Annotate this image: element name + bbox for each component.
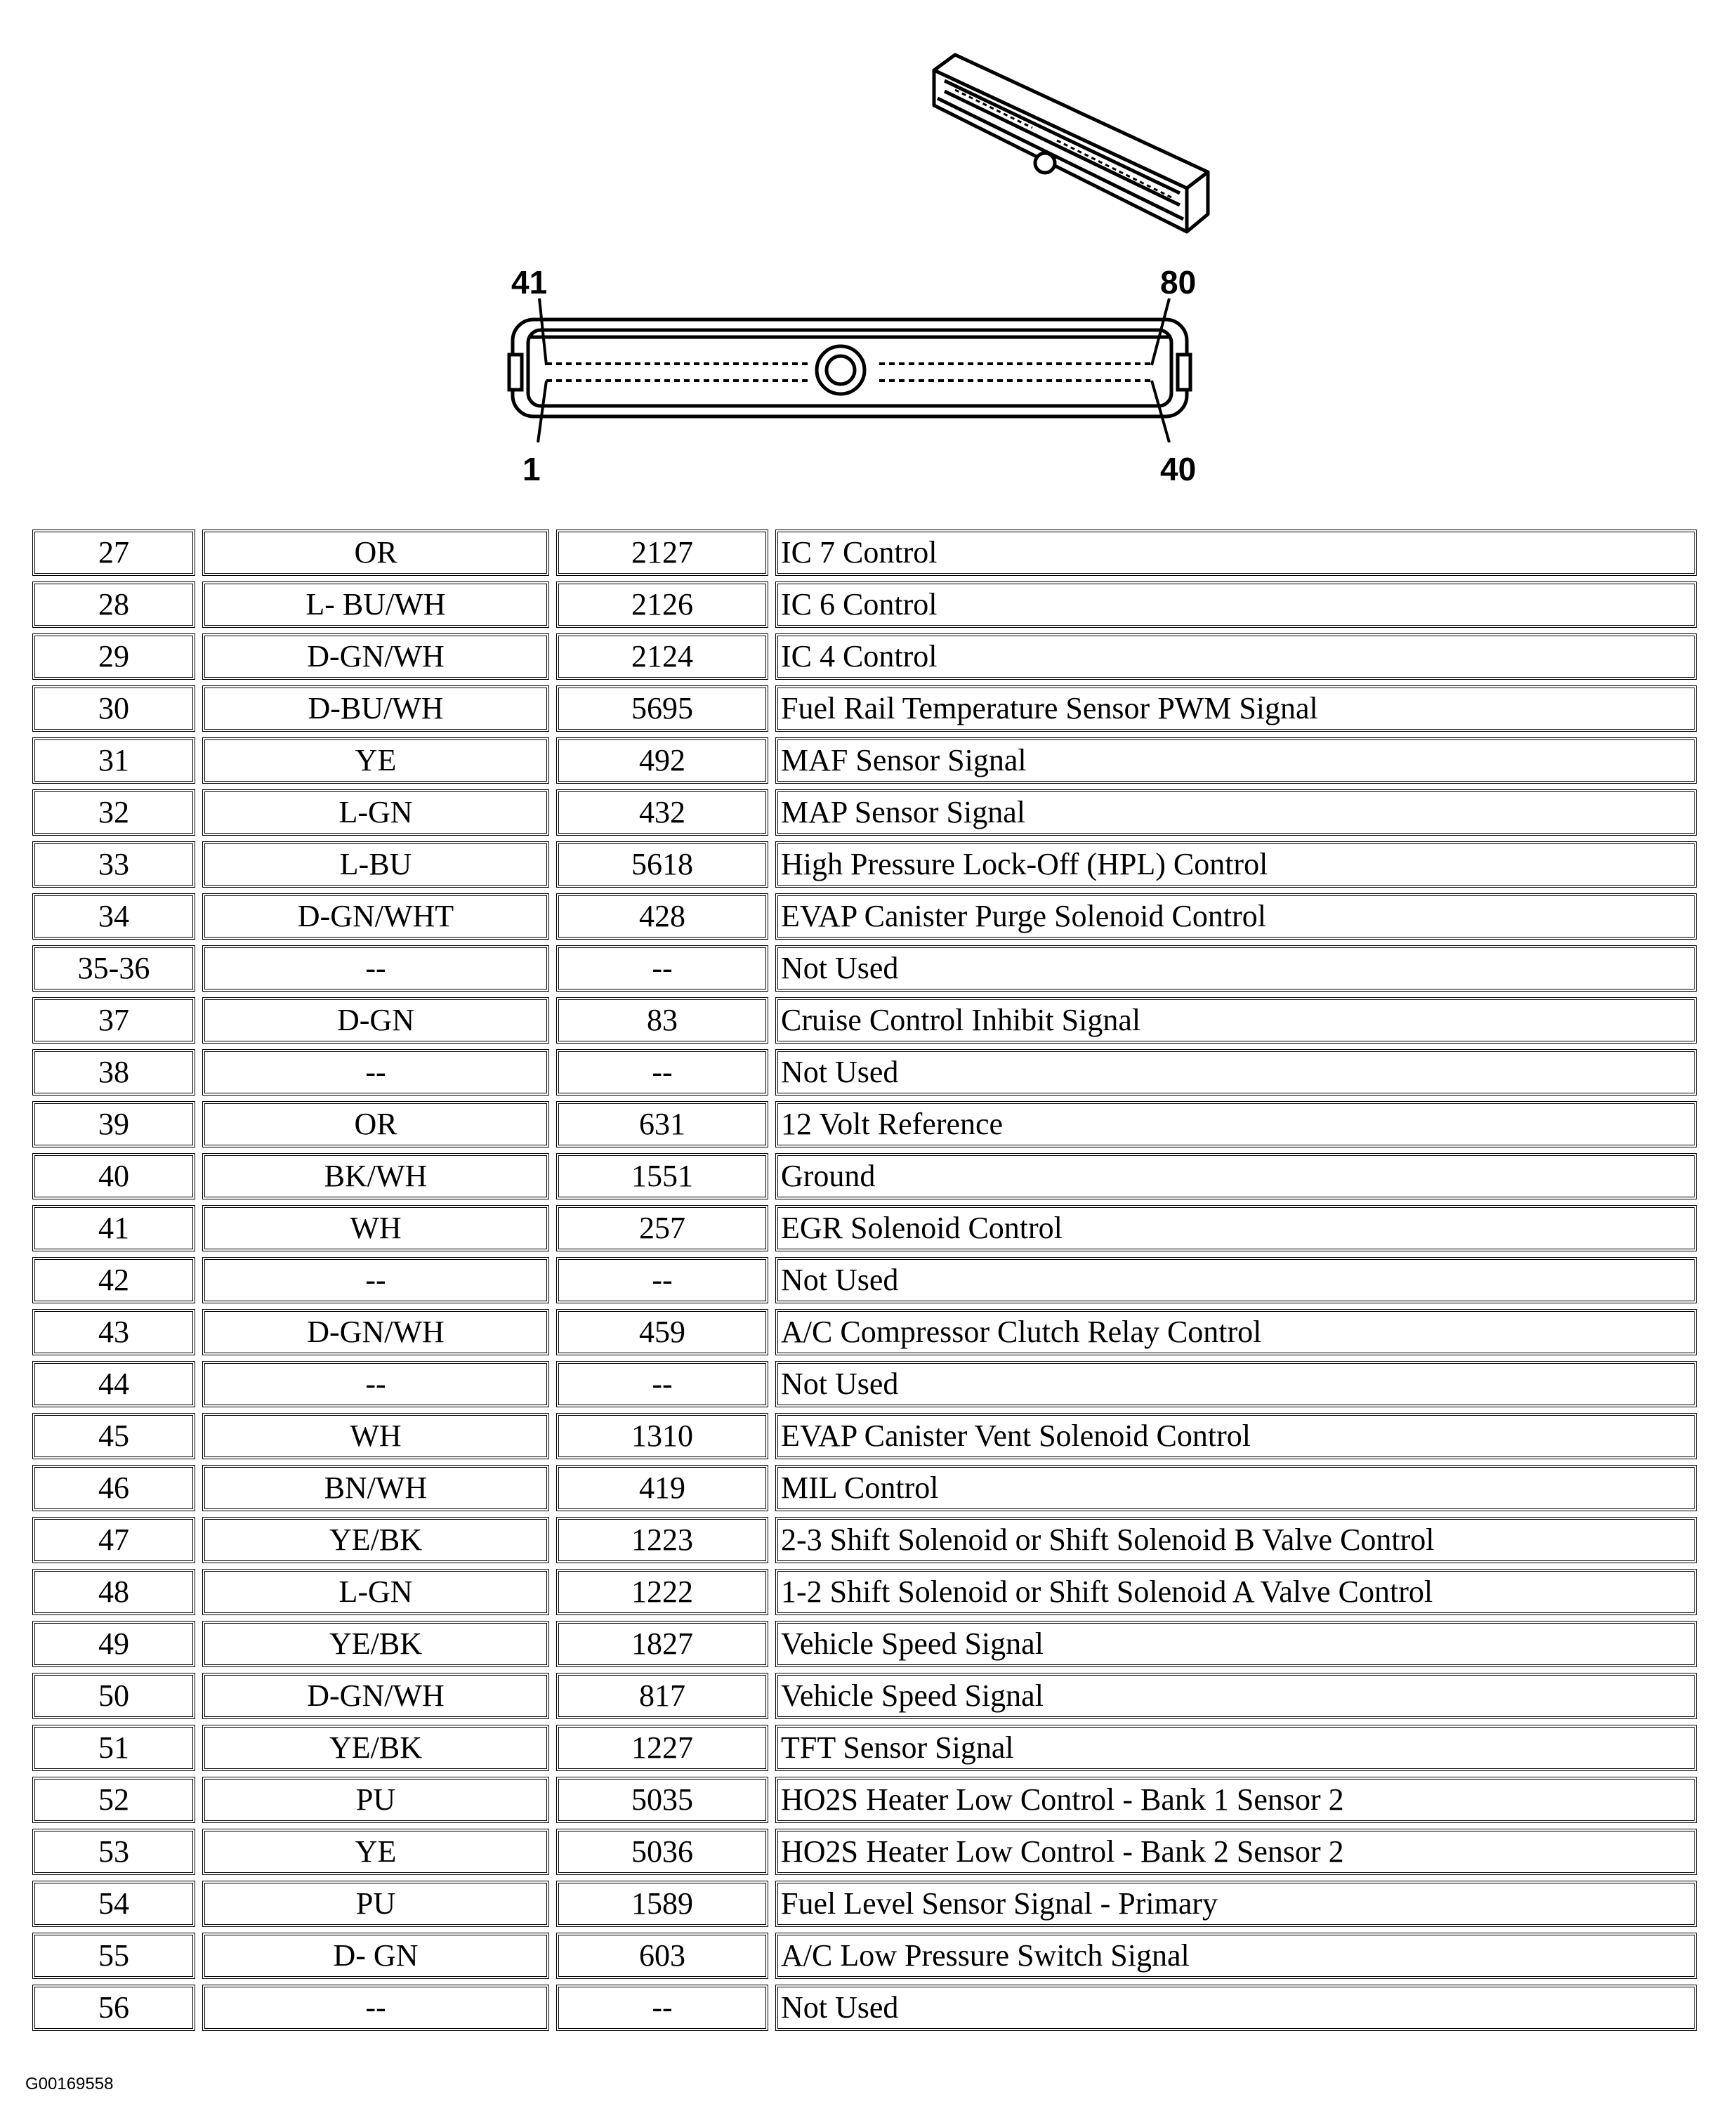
table-row	[32, 685, 1697, 732]
circuit-cell: 419	[556, 1465, 768, 1511]
table-row	[32, 1205, 1697, 1251]
function-cell: A/C Low Pressure Switch Signal	[775, 1933, 1697, 1979]
wire-color-cell: YE	[202, 737, 549, 784]
function-cell: MAF Sensor Signal	[775, 737, 1697, 784]
function-cell: MAP Sensor Signal	[775, 789, 1697, 836]
table-row	[32, 1465, 1697, 1511]
table-row	[32, 1361, 1697, 1407]
function-cell: Not Used	[775, 1361, 1697, 1407]
function-cell: 1-2 Shift Solenoid or Shift Solenoid A Valve Control	[775, 1569, 1697, 1615]
pin-cell: 44	[32, 1361, 195, 1407]
table-row	[32, 1933, 1697, 1979]
function-cell: HO2S Heater Low Control - Bank 2 Sensor 2	[775, 1829, 1697, 1875]
wire-color-cell: YE	[202, 1829, 549, 1875]
function-cell: HO2S Heater Low Control - Bank 1 Sensor 2	[775, 1777, 1697, 1823]
circuit-cell: 2127	[556, 530, 768, 576]
circuit-cell: 432	[556, 789, 768, 836]
wire-color-cell: YE/BK	[202, 1621, 549, 1667]
circuit-cell: 83	[556, 997, 768, 1044]
circuit-cell: 1589	[556, 1881, 768, 1927]
function-cell: EVAP Canister Vent Solenoid Control	[775, 1413, 1697, 1459]
wire-color-cell: L-GN	[202, 1569, 549, 1615]
table-row	[32, 1725, 1697, 1771]
circuit-cell: 1222	[556, 1569, 768, 1615]
table-row	[32, 1153, 1697, 1199]
circuit-cell: 428	[556, 893, 768, 940]
circuit-cell: 2124	[556, 633, 768, 680]
table-row	[32, 1049, 1697, 1096]
wire-color-cell: --	[202, 1361, 549, 1407]
pin-cell: 42	[32, 1257, 195, 1303]
figure-id: G00169558	[25, 2074, 114, 2093]
wire-color-cell: D-GN/WH	[202, 1673, 549, 1719]
circuit-cell: 5695	[556, 685, 768, 732]
function-cell: Not Used	[775, 1985, 1697, 2031]
table-row	[32, 581, 1697, 628]
circuit-cell: 1551	[556, 1153, 768, 1199]
circuit-cell: 817	[556, 1673, 768, 1719]
pin-label-41: 41	[511, 264, 548, 301]
pin-cell: 45	[32, 1413, 195, 1459]
circuit-cell: 5618	[556, 841, 768, 888]
table-row	[32, 1309, 1697, 1355]
table-row	[32, 1673, 1697, 1719]
wire-color-cell: PU	[202, 1881, 549, 1927]
function-cell: Cruise Control Inhibit Signal	[775, 997, 1697, 1044]
wire-color-cell: L-BU	[202, 841, 549, 888]
pin-cell: 52	[32, 1777, 195, 1823]
table-row	[32, 530, 1697, 576]
wire-color-cell: D-GN	[202, 997, 549, 1044]
function-cell: Not Used	[775, 1257, 1697, 1303]
table-row	[32, 1985, 1697, 2031]
circuit-cell: 1310	[556, 1413, 768, 1459]
wire-color-cell: PU	[202, 1777, 549, 1823]
wire-color-cell: D- GN	[202, 1933, 549, 1979]
table-row	[32, 1777, 1697, 1823]
function-cell: IC 7 Control	[775, 530, 1697, 576]
pin-cell: 55	[32, 1933, 195, 1979]
pin-table-body	[32, 530, 1697, 2031]
wire-color-cell: D-GN/WH	[202, 1309, 549, 1355]
connector-face	[509, 320, 1190, 416]
table-row	[32, 1621, 1697, 1667]
pin-cell: 38	[32, 1049, 195, 1096]
pin-cell: 51	[32, 1725, 195, 1771]
circuit-cell: --	[556, 1257, 768, 1303]
function-cell: Vehicle Speed Signal	[775, 1673, 1697, 1719]
circuit-cell: 631	[556, 1101, 768, 1147]
pin-cell: 49	[32, 1621, 195, 1667]
wire-color-cell: --	[202, 1985, 549, 2031]
wire-color-cell: WH	[202, 1205, 549, 1251]
circuit-cell: 459	[556, 1309, 768, 1355]
function-cell: EGR Solenoid Control	[775, 1205, 1697, 1251]
pin-cell: 47	[32, 1517, 195, 1563]
table-row	[32, 1881, 1697, 1927]
table-row	[32, 789, 1697, 836]
function-cell: Ground	[775, 1153, 1697, 1199]
wire-color-cell: --	[202, 1257, 549, 1303]
table-row	[32, 841, 1697, 888]
pin-cell: 28	[32, 581, 195, 628]
wire-color-cell: L- BU/WH	[202, 581, 549, 628]
circuit-cell: 603	[556, 1933, 768, 1979]
pin-cell: 33	[32, 841, 195, 888]
table-row	[32, 633, 1697, 680]
circuit-cell: 5036	[556, 1829, 768, 1875]
circuit-cell: --	[556, 1049, 768, 1096]
function-cell: TFT Sensor Signal	[775, 1725, 1697, 1771]
table-row	[32, 893, 1697, 940]
wire-color-cell: D-GN/WH	[202, 633, 549, 680]
function-cell: A/C Compressor Clutch Relay Control	[775, 1309, 1697, 1355]
table-row	[32, 945, 1697, 992]
pin-cell: 53	[32, 1829, 195, 1875]
circuit-cell: 2126	[556, 581, 768, 628]
function-cell: 12 Volt Reference	[775, 1101, 1697, 1147]
circuit-cell: --	[556, 1361, 768, 1407]
pin-cell: 32	[32, 789, 195, 836]
pin-cell: 40	[32, 1153, 195, 1199]
table-row	[32, 737, 1697, 784]
pin-cell: 54	[32, 1881, 195, 1927]
function-cell: EVAP Canister Purge Solenoid Control	[775, 893, 1697, 940]
circuit-cell: 257	[556, 1205, 768, 1251]
function-cell: IC 6 Control	[775, 581, 1697, 628]
table-row	[32, 1101, 1697, 1147]
function-cell: Fuel Level Sensor Signal - Primary	[775, 1881, 1697, 1927]
wire-color-cell: L-GN	[202, 789, 549, 836]
pin-label-40: 40	[1160, 451, 1197, 487]
pin-label-1: 1	[522, 451, 541, 487]
wire-color-cell: --	[202, 1049, 549, 1096]
circuit-cell: 492	[556, 737, 768, 784]
wire-color-cell: D-BU/WH	[202, 685, 549, 732]
circuit-cell: 5035	[556, 1777, 768, 1823]
pin-cell: 35-36	[32, 945, 195, 992]
connector-3d-illustration	[934, 55, 1208, 232]
pin-cell: 43	[32, 1309, 195, 1355]
table-row	[32, 997, 1697, 1044]
pin-table	[25, 524, 1704, 2037]
pin-cell: 39	[32, 1101, 195, 1147]
function-cell: IC 4 Control	[775, 633, 1697, 680]
pin-cell: 48	[32, 1569, 195, 1615]
circuit-cell: 1223	[556, 1517, 768, 1563]
pin-cell: 56	[32, 1985, 195, 2031]
pin-cell: 34	[32, 893, 195, 940]
wire-color-cell: BN/WH	[202, 1465, 549, 1511]
function-cell: MIL Control	[775, 1465, 1697, 1511]
function-cell: High Pressure Lock-Off (HPL) Control	[775, 841, 1697, 888]
pin-cell: 41	[32, 1205, 195, 1251]
circuit-cell: 1227	[556, 1725, 768, 1771]
wire-color-cell: YE/BK	[202, 1517, 549, 1563]
pin-cell: 30	[32, 685, 195, 732]
function-cell: Not Used	[775, 945, 1697, 992]
table-row	[32, 1569, 1697, 1615]
connector-figure	[0, 0, 1736, 534]
circuit-cell: 1827	[556, 1621, 768, 1667]
pin-cell: 46	[32, 1465, 195, 1511]
function-cell: Vehicle Speed Signal	[775, 1621, 1697, 1667]
wire-color-cell: OR	[202, 530, 549, 576]
wire-color-cell: OR	[202, 1101, 549, 1147]
pin-label-80: 80	[1160, 264, 1197, 301]
wire-color-cell: D-GN/WHT	[202, 893, 549, 940]
table-row	[32, 1517, 1697, 1563]
table-row	[32, 1257, 1697, 1303]
pin-cell: 29	[32, 633, 195, 680]
wire-color-cell: BK/WH	[202, 1153, 549, 1199]
pin-cell: 50	[32, 1673, 195, 1719]
wire-color-cell: --	[202, 945, 549, 992]
pin-cell: 27	[32, 530, 195, 576]
function-cell: Not Used	[775, 1049, 1697, 1096]
wire-color-cell: YE/BK	[202, 1725, 549, 1771]
circuit-cell: --	[556, 1985, 768, 2031]
function-cell: 2-3 Shift Solenoid or Shift Solenoid B Valve Control	[775, 1517, 1697, 1563]
pin-cell: 37	[32, 997, 195, 1044]
table-row	[32, 1829, 1697, 1875]
wire-color-cell: WH	[202, 1413, 549, 1459]
function-cell: Fuel Rail Temperature Sensor PWM Signal	[775, 685, 1697, 732]
table-row	[32, 1413, 1697, 1459]
pin-cell: 31	[32, 737, 195, 784]
circuit-cell: --	[556, 945, 768, 992]
